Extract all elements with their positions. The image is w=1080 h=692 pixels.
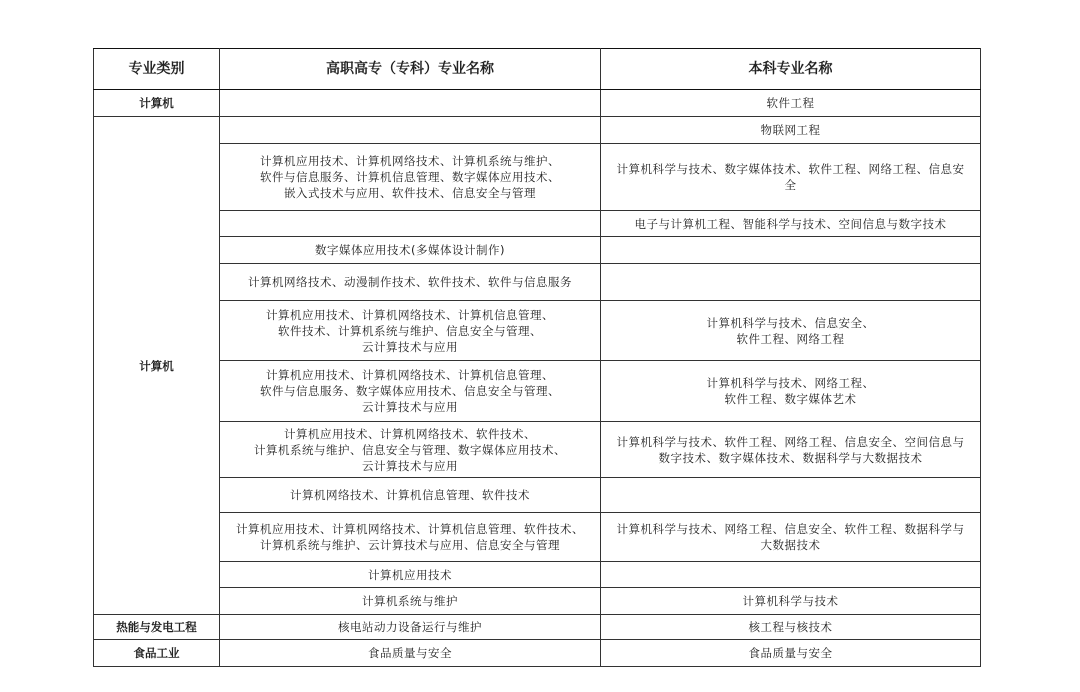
undergrad-cell (601, 90, 981, 117)
major-table (93, 48, 981, 667)
table-row (94, 615, 981, 640)
vocational-cell (220, 211, 601, 237)
vocational-text: 计算机应用技术、计算机网络技术、软件技术、 计算机系统与维护、信息安全与管理、数字媒体应用技术、 云计算技术与应用 (254, 426, 566, 473)
header-row (94, 49, 981, 90)
vocational-cell (220, 264, 601, 301)
vocational-cell (220, 478, 601, 513)
vocational-text: 数字媒体应用技术(多媒体设计制作) (315, 243, 505, 257)
table-body (94, 90, 981, 667)
vocational-text: 计算机应用技术 (368, 567, 452, 582)
undergrad-cell (601, 615, 981, 640)
undergrad-text: 食品质量与安全 (748, 646, 833, 660)
vocational-text: 计算机网络技术、动漫制作技术、软件技术、软件与信息服务 (248, 275, 572, 289)
vocational-cell (220, 615, 601, 640)
table-row (94, 478, 981, 513)
undergrad-text: 计算机科学与技术、数字媒体技术、软件工程、网络工程、信息安 全 (616, 162, 965, 192)
undergrad-text: 物联网工程 (760, 123, 821, 137)
vocational-text: 计算机应用技术、计算机网络技术、计算机信息管理、 软件与信息服务、数字媒体应用技术、信息安全与管理、 云计算技术与应用 (260, 368, 560, 414)
vocational-cell (220, 117, 601, 144)
undergrad-cell (601, 301, 981, 361)
undergrad-cell (601, 361, 981, 422)
vocational-text: 食品质量与安全 (368, 646, 452, 660)
vocational-cell (220, 361, 601, 422)
undergrad-cell (601, 478, 981, 513)
table-row (94, 562, 981, 588)
undergrad-text: 计算机科学与技术、信息安全、 软件工程、网络工程 (706, 315, 875, 346)
vocational-text: 计算机应用技术、计算机网络技术、计算机信息管理、软件技术、 计算机系统与维护、云计算技术与应用、信息安全与管理 (236, 522, 584, 552)
category-cell-merged: 计算机 (94, 117, 220, 615)
table-row (94, 361, 981, 422)
table-row (94, 422, 981, 478)
vocational-cell (220, 588, 601, 615)
category-cell: 热能与发电工程 (94, 615, 220, 640)
header-category: 专业类别 (94, 49, 220, 90)
vocational-text: 核电站动力设备运行与维护 (338, 620, 482, 634)
vocational-cell (220, 144, 601, 211)
vocational-cell (220, 562, 601, 588)
vocational-text: 计算机应用技术、计算机网络技术、计算机信息管理、 软件技术、计算机系统与维护、信息安全与管理、 云计算技术与应用 (266, 307, 554, 354)
vocational-text: 计算机应用技术、计算机网络技术、计算机系统与维护、 软件与信息服务、计算机信息管理、数字媒体应用技术、 嵌入式技术与应用、软件技术、信息安全与管理 (260, 154, 560, 200)
undergrad-cell (601, 588, 981, 615)
undergrad-text: 计算机科学与技术、软件工程、网络工程、信息安全、空间信息与 数字技术、数字媒体技术、数据科学与大数据技术 (616, 434, 965, 465)
table-row (94, 211, 981, 237)
undergrad-cell (601, 144, 981, 211)
undergrad-text: 电子与计算机工程、智能科学与技术、空间信息与数字技术 (634, 216, 947, 231)
undergrad-cell (601, 422, 981, 478)
undergrad-text: 计算机科学与技术、网络工程、 软件工程、数字媒体艺术 (706, 376, 875, 406)
undergrad-cell (601, 237, 981, 264)
vocational-cell (220, 513, 601, 562)
vocational-text: 计算机系统与维护 (362, 594, 458, 608)
undergrad-text: 软件工程 (766, 96, 815, 110)
table-row (94, 301, 981, 361)
table-row (94, 237, 981, 264)
vocational-cell (220, 301, 601, 361)
table-row (94, 588, 981, 615)
vocational-text: 计算机网络技术、计算机信息管理、软件技术 (290, 488, 530, 502)
category-cell: 计算机 (94, 90, 220, 117)
header-undergrad: 本科专业名称 (601, 49, 981, 90)
undergrad-text: 计算机科学与技术 (742, 594, 839, 608)
undergrad-text: 核工程与核技术 (748, 620, 833, 634)
undergrad-cell (601, 117, 981, 144)
vocational-cell (220, 90, 601, 117)
vocational-cell (220, 237, 601, 264)
table-row (94, 144, 981, 211)
category-cell: 食品工业 (94, 640, 220, 667)
vocational-cell (220, 422, 601, 478)
undergrad-text: 计算机科学与技术、网络工程、信息安全、软件工程、数据科学与 大数据技术 (616, 522, 965, 552)
vocational-cell (220, 640, 601, 667)
undergrad-cell (601, 264, 981, 301)
header-vocational: 高职高专（专科）专业名称 (220, 49, 601, 90)
undergrad-cell (601, 640, 981, 667)
table-row (94, 264, 981, 301)
table-row (94, 640, 981, 667)
table-row (94, 90, 981, 117)
undergrad-cell (601, 211, 981, 237)
undergrad-cell (601, 513, 981, 562)
table-row (94, 513, 981, 562)
table-row (94, 117, 981, 144)
undergrad-cell (601, 562, 981, 588)
